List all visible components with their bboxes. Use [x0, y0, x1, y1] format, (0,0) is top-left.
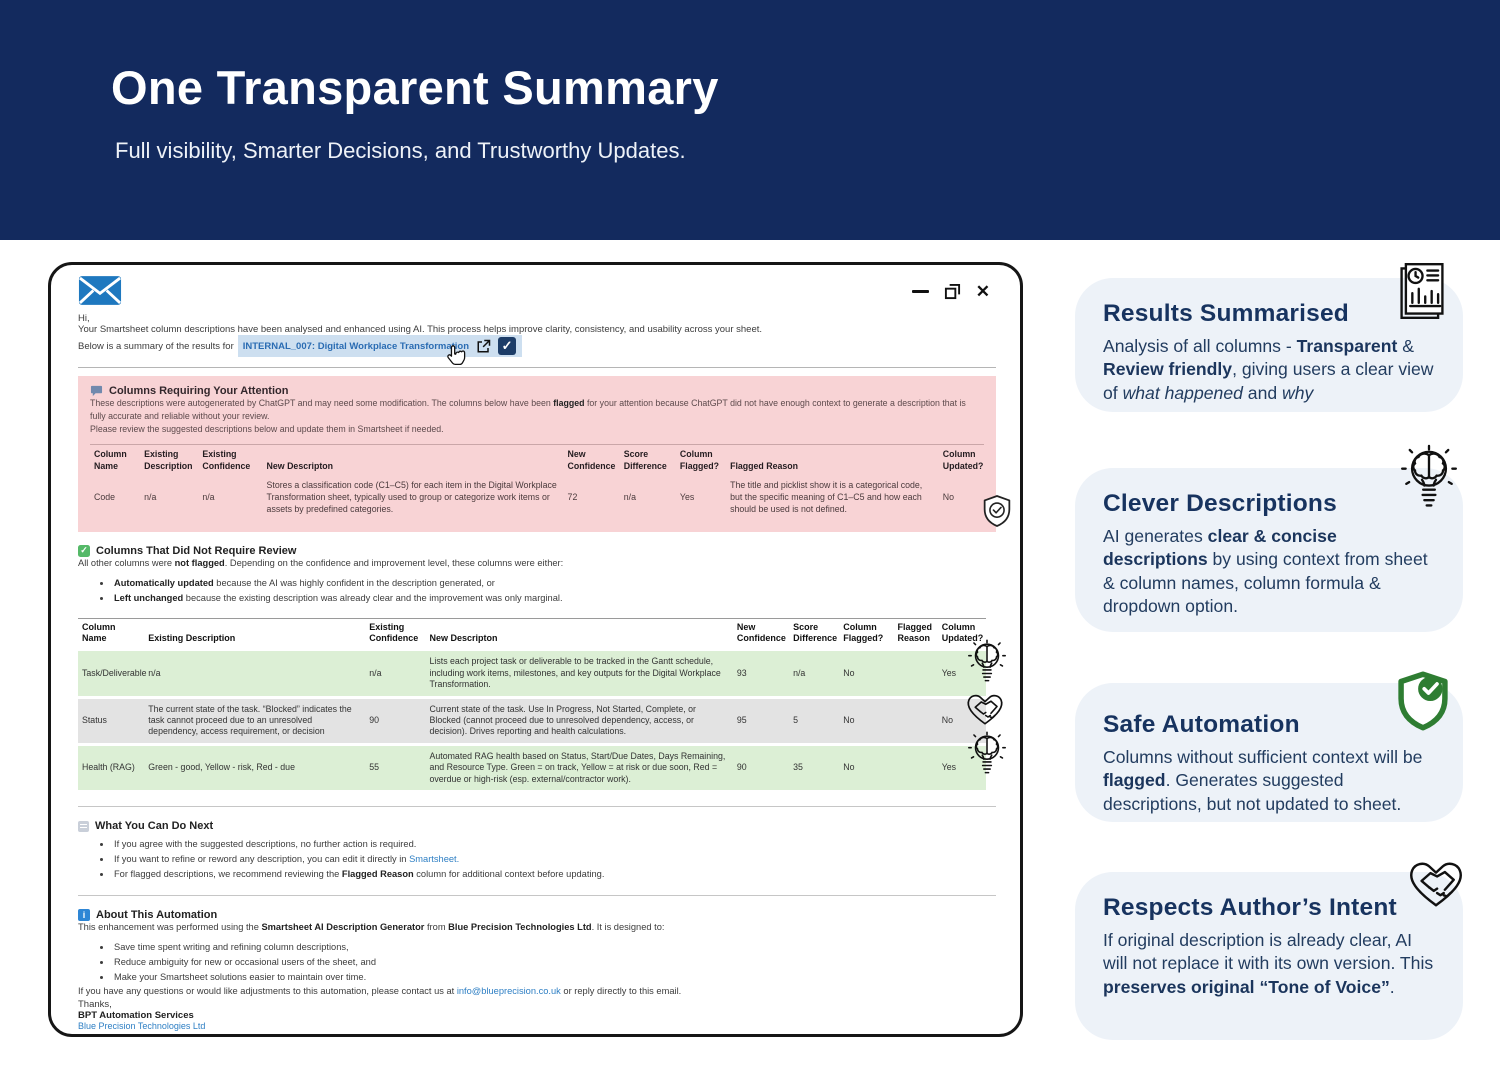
- table-header-row: [90, 445, 984, 475]
- list-item: • Reduce ambiguity for new or occasional users of the sheet, and: [112, 955, 996, 970]
- signature-company-link[interactable]: Blue Precision Technologies Ltd: [78, 1021, 206, 1032]
- list-item: • Make your Smartsheet solutions easier to maintain over time.: [112, 970, 996, 985]
- next-steps-bullets: [78, 837, 996, 882]
- card-body: Columns without sufficient context will be flagged. Generates suggested descriptions, but not updated to sheet.: [1103, 747, 1423, 814]
- table-cell: No: [938, 699, 986, 743]
- table-header-cell: Existing Description: [140, 445, 198, 475]
- attention-description: These descriptions were autogenerated by ChatGPT and may need some modification. The columns below have been flagged for your attention because ChatGPT did not have enough context to generate a description that is fully accurate and reliable without your review.: [90, 398, 966, 421]
- smartsheet-link[interactable]: Smartsheet.: [409, 854, 460, 865]
- table-cell: Automated RAG health based on Status, Start/Due Dates, Days Remaining, and Resource Type. Green = on track, Yellow = at risk or due soon, Red = overdue or high-risk (esp. external/contractor work).: [426, 746, 733, 790]
- email-window: [48, 262, 1023, 1037]
- table-cell: No: [942, 491, 955, 502]
- signature-name: BPT Automation Services: [78, 1010, 194, 1022]
- report-chart-icon: [1397, 262, 1447, 320]
- summary-prefix: Below is a summary of the results for: [78, 340, 234, 352]
- list-item: • If you want to refine or reword any description, you can edit it directly in Smartsheet.: [112, 852, 996, 867]
- attention-title: Columns Requiring Your Attention: [90, 385, 984, 397]
- table-header-cell: Column Name: [90, 445, 140, 475]
- brain-bulb-icon: [968, 731, 1006, 777]
- info-icon: i: [78, 909, 90, 921]
- table-row: [78, 699, 986, 743]
- no-review-title: ✓ Columns That Did Not Require Review: [78, 545, 996, 557]
- table-cell: 72: [567, 491, 578, 502]
- brain-bulb-icon: [968, 639, 1006, 685]
- table-row: [78, 651, 986, 695]
- review-table: [78, 615, 986, 793]
- table-cell: n/a: [623, 491, 636, 502]
- table-cell: n/a: [365, 651, 425, 695]
- table-cell: Yes: [938, 746, 986, 790]
- table-header-cell: Score Difference: [789, 618, 839, 649]
- signoff-text: Thanks,: [78, 999, 112, 1011]
- table-header-cell: Column Updated?: [938, 618, 986, 649]
- table-header-cell: New Confidence: [564, 445, 620, 475]
- divider: [78, 895, 996, 896]
- table-cell: [894, 746, 938, 790]
- table-cell: Current state of the task. Use In Progress, Not Started, Complete, or Blocked (cannot proceed due to unresolved dependency, access, or decision). Drives reporting and health calculations.: [426, 699, 733, 743]
- restore-button[interactable]: [944, 283, 961, 300]
- page-title: One Transparent Summary: [111, 61, 719, 114]
- next-steps-title: What You Can Do Next: [78, 820, 996, 832]
- table-cell: Task/Deliverable: [78, 651, 144, 695]
- table-header-cell: Flagged Reason: [726, 445, 939, 475]
- table-header-cell: Existing Description: [144, 618, 365, 649]
- table-cell: 93: [733, 651, 789, 695]
- table-cell: Code: [94, 491, 116, 502]
- card-clever-descriptions: [1075, 468, 1463, 632]
- table-row: [78, 746, 986, 790]
- card-results-summarised: [1075, 278, 1463, 412]
- table-cell: Stores a classification code (C1–C5) for each item in the Digital Workplace Transformation sheet, typically used to group or categorize work items or assets by predefined categories.: [266, 480, 557, 514]
- divider: [78, 367, 996, 368]
- no-review-bullets: [78, 576, 996, 606]
- card-title: Safe Automation: [1103, 711, 1300, 738]
- list-item: • Left unchanged because the existing description was already clear and the improvement was only marginal.: [112, 591, 996, 606]
- table-header-cell: Column Flagged?: [676, 445, 726, 475]
- table-cell: Health (RAG): [78, 746, 144, 790]
- review-table-wrap: [78, 615, 996, 793]
- external-link-icon[interactable]: [476, 339, 491, 354]
- table-cell: Yes: [679, 491, 695, 502]
- card-body: Analysis of all columns - Transparent & Review friendly, giving users a clear view of what happened and why: [1103, 336, 1434, 403]
- table-header-cell: Existing Confidence: [365, 618, 425, 649]
- table-cell: n/a: [144, 491, 157, 502]
- table-cell: The title and picklist show it is a categorical code, but the specific meaning of C1–C5 and how each should be used is not defined.: [730, 480, 923, 514]
- table-cell: [894, 699, 938, 743]
- brain-bulb-icon: [1401, 444, 1457, 512]
- table-cell: Status: [78, 699, 144, 743]
- attention-table: [90, 444, 984, 520]
- table-cell: Green - good, Yellow - risk, Red - due: [144, 746, 365, 790]
- table-header-cell: New Descripton: [263, 445, 564, 475]
- table-header-cell: Column Updated?: [939, 445, 984, 475]
- hero-banner: [0, 0, 1500, 240]
- table-cell: No: [839, 746, 893, 790]
- table-header-cell: Column Flagged?: [839, 618, 893, 649]
- table-header-row: [78, 618, 986, 649]
- table-row: [90, 475, 984, 521]
- summary-line: [78, 335, 996, 357]
- card-title: Respects Author’s Intent: [1103, 894, 1397, 921]
- table-cell: 35: [789, 746, 839, 790]
- table-header-cell: Flagged Reason: [894, 618, 938, 649]
- contact-line: If you have any questions or would like adjustments to this automation, please contact us at info@blueprecision.co.uk or reply directly to this email.: [78, 986, 682, 997]
- attention-section: [78, 376, 996, 532]
- table-header-cell: New Descripton: [426, 618, 733, 649]
- envelope-icon: [78, 275, 122, 306]
- card-body: AI generates clear & concise descriptions by using context from sheet & column names, column formula & dropdown option.: [1103, 526, 1428, 617]
- list-item: • Automatically updated because the AI was highly confident in the description generated, or: [112, 576, 996, 591]
- table-cell: 95: [733, 699, 789, 743]
- card-title: Results Summarised: [1103, 300, 1349, 327]
- table-cell: n/a: [789, 651, 839, 695]
- table-cell: No: [839, 651, 893, 695]
- table-cell: No: [839, 699, 893, 743]
- table-cell: 5: [789, 699, 839, 743]
- table-header-cell: New Confidence: [733, 618, 789, 649]
- cursor-hand-icon: [445, 344, 466, 367]
- smartsheet-check-icon[interactable]: ✓: [498, 337, 516, 355]
- card-safe-automation: [1075, 683, 1463, 822]
- table-header-cell: Column Name: [78, 618, 144, 649]
- heart-handshake-icon: [1405, 854, 1467, 910]
- contact-email-link[interactable]: info@blueprecision.co.uk: [456, 986, 561, 997]
- close-button[interactable]: ✕: [975, 282, 990, 301]
- heart-handshake-icon: [964, 689, 1006, 727]
- no-review-intro: All other columns were not flagged. Depending on the confidence and improvement level, these columns were either:: [78, 557, 564, 568]
- about-description: This enhancement was performed using the Smartsheet AI Description Generator from Blue Precision Technologies Ltd. It is designed to:: [78, 922, 665, 933]
- table-cell: n/a: [144, 651, 365, 695]
- card-body: If original description is already clear, AI will not replace it with its own version. This preserves original “Tone of Voice”.: [1103, 930, 1434, 997]
- sheet-link-highlight: [238, 335, 522, 357]
- list-item: • For flagged descriptions, we recommend reviewing the Flagged Reason column for additional context before updating.: [112, 867, 996, 882]
- table-cell: [894, 651, 938, 695]
- speech-bubble-icon: [90, 385, 103, 397]
- card-title: Clever Descriptions: [1103, 490, 1337, 517]
- divider: [78, 806, 996, 807]
- minimize-button[interactable]: [912, 290, 929, 293]
- intro-text: Your Smartsheet column descriptions have been analysed and enhanced using AI. This process helps improve clarity, consistency, and usability across your sheet.: [78, 324, 763, 335]
- table-cell: Lists each project task or deliverable to be tracked in the Gantt schedule, including work items, milestones, and key outputs for the Digital Workplace Transformation.: [426, 651, 733, 695]
- page-subtitle: Full visibility, Smarter Decisions, and Trustworthy Updates.: [115, 138, 686, 163]
- attention-note: Please review the suggested descriptions below and update them in Smartsheet if needed.: [90, 423, 444, 434]
- greeting-text: Hi,: [78, 313, 90, 324]
- about-title: i About This Automation: [78, 909, 996, 921]
- shield-check-icon: [982, 494, 1012, 528]
- list-item: • Save time spent writing and refining column descriptions,: [112, 940, 996, 955]
- table-cell: n/a: [202, 491, 215, 502]
- list-item: • If you agree with the suggested descriptions, no further action is required.: [112, 837, 996, 852]
- memo-icon: [78, 821, 89, 832]
- table-cell: The current state of the task. “Blocked” indicates the task cannot proceed due to an unresolved dependency, access requirement, or decision: [144, 699, 365, 743]
- sheet-link[interactable]: INTERNAL_007: Digital Workplace Transformation: [242, 340, 470, 352]
- table-cell: 55: [365, 746, 425, 790]
- about-bullets: [78, 940, 996, 985]
- shield-check-icon: [1395, 670, 1451, 732]
- table-cell: 90: [365, 699, 425, 743]
- table-cell: 90: [733, 746, 789, 790]
- card-respects-authors-intent: [1075, 872, 1463, 1040]
- table-header-cell: Score Difference: [620, 445, 676, 475]
- green-check-icon: ✓: [78, 545, 90, 557]
- table-header-cell: Existing Confidence: [198, 445, 262, 475]
- table-cell: Yes: [938, 651, 986, 695]
